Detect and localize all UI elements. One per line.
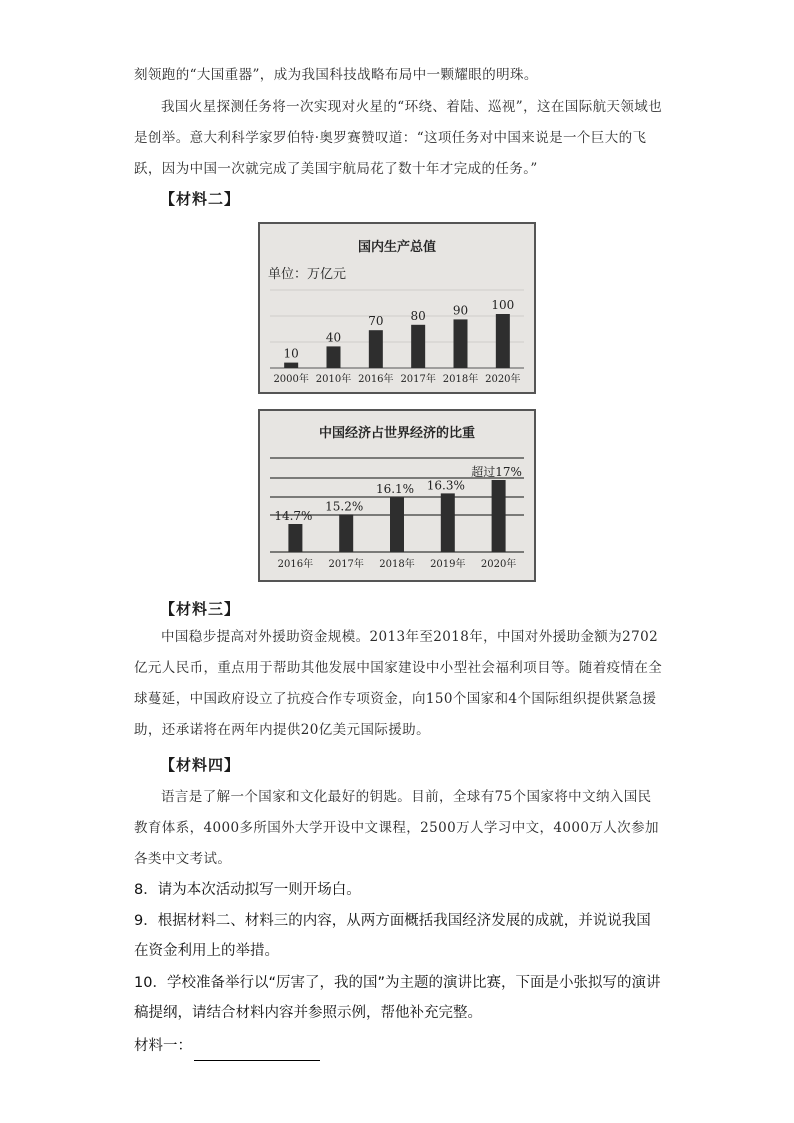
gdp-bar-value-label: 70: [368, 314, 384, 329]
gdp-bar: [411, 325, 425, 368]
gdp-category-label: 2017年: [400, 374, 436, 385]
share-bar: [288, 524, 302, 552]
share-category-label: 2018年: [379, 559, 415, 570]
gdp-chart-svg: [260, 224, 534, 392]
share-bar: [492, 480, 506, 552]
material1-paragraph: 我国火星探测任务将一次实现对火星的“环绕、着陆、巡视”，这在国际航天领域也是创举。意大利科学家罗伯特·奥罗赛赞叹道：“这项任务对中国来说是一个巨大的飞跃，因为中国一次就完成了美国宇航局花了数十年才完成的任务。”: [134, 99, 663, 177]
question-10: 10．学校准备举行以“厉害了，我的国”为主题的演讲比赛，下面是小张拟写的演讲稿提纲，请结合材料内容并参照示例，帮他补充完整。: [134, 975, 661, 1021]
share-bar-value-label: 15.2%: [325, 499, 364, 514]
share-bar-value-label: 16.3%: [426, 478, 465, 493]
share-bar-value-label: 14.7%: [274, 509, 313, 523]
gdp-category-label: 2016年: [358, 374, 394, 385]
gdp-category-label: 2020年: [485, 374, 521, 385]
gdp-chart: [258, 222, 536, 394]
share-bar-value-label: 16.1%: [375, 482, 415, 497]
world-share-chart: [258, 409, 536, 582]
share-bar-value-label: 超过17%: [471, 465, 522, 479]
material3-heading: 【材料三】: [160, 600, 241, 618]
world-share-chart-svg: [260, 411, 534, 580]
material4-heading: 【材料四】: [160, 756, 241, 774]
material3-paragraph: 中国稳步提高对外援助资金规模。2013年至2018年，中国对外援助金额为2702亿元人民币，重点用于帮助其他发展中国家建设中小型社会福利项目等。随着疫情在全球蔓延，中国政府设立了抗疫合作专项资金，向150个国家和4个国际组织提供紧急援助，还承诺将在两年内提供20亿美元国际援助。: [134, 629, 663, 738]
answer-label: 材料一：: [134, 1038, 192, 1054]
share-category-label: 2017年: [328, 559, 364, 570]
share-bar: [339, 514, 353, 552]
gdp-bar-value-label: 80: [410, 308, 426, 323]
world-share-chart-title: 中国经济占世界经济的比重: [318, 426, 476, 441]
gdp-chart-title: 国内生产总值: [357, 240, 437, 255]
material1-line: 刻领跑的“大国重器”，成为我国科技战略布局中一颗耀眼的明珠。: [134, 67, 538, 83]
gdp-bar: [454, 319, 468, 368]
gdp-bar: [327, 346, 341, 368]
gdp-chart-unit: 单位：万亿元: [268, 267, 347, 282]
gdp-category-label: 2018年: [442, 374, 479, 385]
gdp-category-label: 2010年: [315, 374, 352, 385]
gdp-bar-value-label: 40: [325, 330, 342, 345]
share-bar: [390, 497, 404, 552]
answer-blank[interactable]: [194, 1044, 320, 1061]
share-bar: [441, 493, 455, 552]
material4-paragraph: 语言是了解一个国家和文化最好的钥匙。目前，全球有75个国家将中文纳入国民教育体系，4000多所国外大学开设中文课程，2500万人学习中文，4000万人次参加各类中文考试。: [134, 789, 659, 867]
gdp-bar: [496, 314, 510, 368]
share-category-label: 2019年: [430, 559, 466, 570]
gdp-bar-value-label: 10: [283, 346, 299, 361]
gdp-bar: [284, 363, 298, 368]
share-category-label: 2016年: [277, 559, 314, 570]
question-8: 8．请为本次活动拟写一则开场白。: [134, 882, 361, 898]
share-category-label: 2020年: [480, 559, 517, 570]
answer-line-material1: [134, 1031, 664, 1061]
material2-heading: 【材料二】: [160, 190, 241, 208]
gdp-category-label: 2000年: [273, 374, 309, 385]
gdp-bar-value-label: 90: [452, 303, 469, 318]
question-9: 9．根据材料二、材料三的内容，从两方面概括我国经济发展的成就，并说说我国在资金利用上的举措。: [134, 913, 651, 959]
gdp-bar: [369, 330, 383, 368]
gdp-bar-value-label: 100: [491, 298, 515, 312]
